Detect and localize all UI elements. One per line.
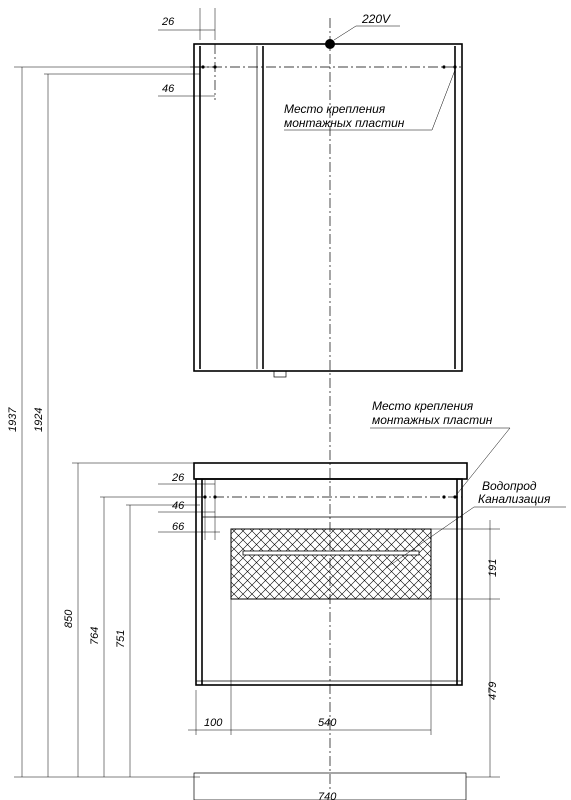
countertop-outline — [194, 463, 467, 479]
mirror-cabinet — [194, 39, 462, 377]
mirror-mount-note-line1: Место крепления — [284, 102, 386, 116]
dim-1937: 1937 — [7, 407, 19, 432]
dim-mirror-26: 26 — [162, 16, 175, 28]
dim-751: 751 — [115, 629, 127, 648]
dim-mirror-46: 46 — [162, 83, 175, 95]
power-outlet-icon — [325, 39, 335, 49]
water-supply-label: Водопрод — [482, 479, 537, 493]
dim-850: 850 — [63, 609, 75, 628]
dim-764: 764 — [89, 626, 101, 645]
vanity-mount-note-line2: монтажных пластин — [372, 413, 493, 427]
dim-740: 740 — [318, 791, 337, 800]
dim-100: 100 — [204, 717, 223, 729]
dim-vanity-46: 46 — [172, 500, 185, 512]
dim-191: 191 — [487, 558, 499, 577]
plumbing-zone — [231, 529, 431, 599]
mirror-mount-note-line2: монтажных пластин — [284, 116, 405, 130]
mirror-cabinet-outline — [194, 44, 462, 371]
dim-479: 479 — [487, 681, 499, 700]
sewer-label: Канализация — [478, 492, 551, 506]
dim-1924: 1924 — [33, 407, 45, 432]
vanity-cabinet — [194, 463, 467, 800]
power-label: 220V — [362, 12, 391, 26]
dim-540: 540 — [318, 717, 337, 729]
vanity-mount-note-line1: Место крепления — [372, 399, 474, 413]
drawer-handle — [243, 551, 419, 555]
dim-vanity-26: 26 — [172, 472, 185, 484]
mirror-cabinet-handle — [274, 371, 286, 377]
dim-vanity-66: 66 — [172, 521, 185, 533]
